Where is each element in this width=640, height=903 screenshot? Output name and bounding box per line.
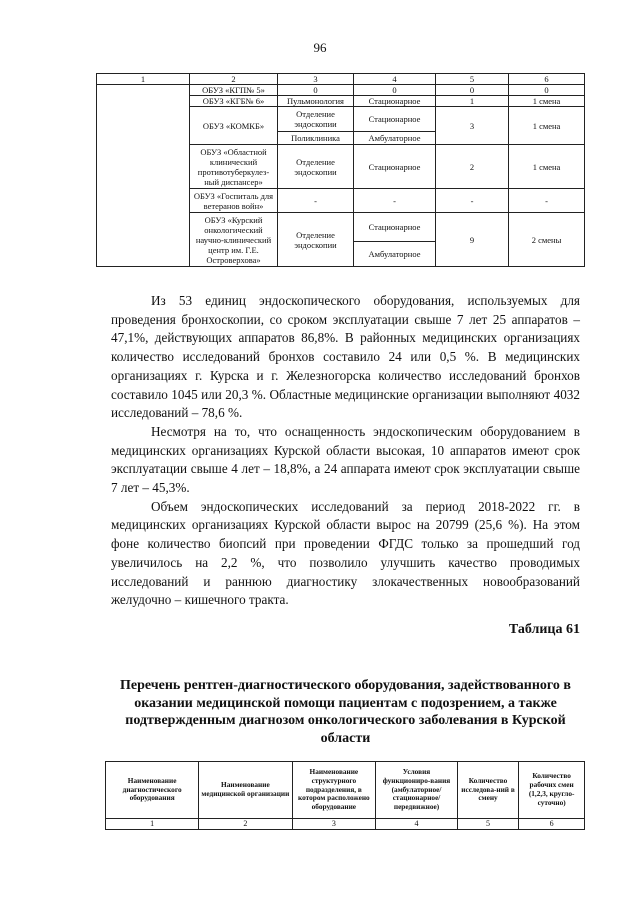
paragraph: Несмотря на то, что оснащенность эндоскопическим оборудованием в медицинских организациях Курской области высокая, 10 аппаратов имеют срок эксплуатации свыше 4 лет – 18,8%, а 24 аппарата имеют срок эксплуатации свыше 7 лет – 45,3%. [111,423,580,496]
quantity-cell: 9 [436,213,509,267]
org-cell: ОБУЗ «Областной клинический противотуберкулез-ный диспансер» [190,145,278,189]
column-header: Количество исследова-ний в смену [457,762,518,819]
unit-cell: Отделение эндоскопии [278,213,354,267]
unit-cell: Пульмонология [278,96,354,107]
condition-cell: Амбулаторное [354,242,436,267]
column-number: 2 [190,74,278,85]
column-number: 3 [278,74,354,85]
quantity-cell: 2 [436,145,509,189]
shifts-cell: 1 смена [509,107,585,145]
shifts-cell: 1 смена [509,145,585,189]
org-cell: ОБУЗ «КОМКБ» [190,107,278,145]
org-cell: ОБУЗ «Курский онкологический научно-клинический центр им. Г.Е. Островерхова» [190,213,278,267]
column-number: 4 [376,819,458,830]
shifts-cell: 1 смена [509,96,585,107]
column-number: 6 [509,74,585,85]
column-header: Условия функциониро-вания (амбулаторное/ стационарное/ передвижное) [376,762,458,819]
column-number: 2 [199,819,292,830]
table-label: Таблица 61 [508,622,580,637]
column-number: 6 [519,819,585,830]
condition-cell: Стационарное [354,107,436,132]
condition-cell: Стационарное [354,96,436,107]
shifts-cell: 2 смены [509,213,585,267]
column-number: 4 [354,74,436,85]
quantity-cell: - [436,189,509,213]
table-row [97,85,585,96]
paragraph: Объем эндоскопических исследований за период 2018-2022 гг. в медицинских организациях Курской области вырос на 20799 (25,6 %). На этом фоне количество биопсий при проведении ФГДС только за прошедший год увеличилось на 2,2 %, что позволило улучшить качество проводимых исследований и раннюю диагностику злокачественных новообразований желудочно – кишечного тракта. [111,498,580,608]
condition-cell: - [354,189,436,213]
condition-cell: 0 [354,85,436,96]
table-number-row [97,74,585,85]
paragraph: Из 53 единиц эндоскопического оборудования, используемых для проведения бронхоскопии, со сроком эксплуатации свыше 7 лет 25 аппаратов – 47,1%, действующих аппаратов 86,8%. В районных медицинских организациях количество исследований бронхов составило 24 или 0,5 %. В медицинских организациях г. Курска и г. Железногорска количество исследований бронхов составило 1045 или 20,3 %. Областные медицинские организации выполняют 4032 исследований – 78,6 %. [111,293,580,421]
quantity-cell: 3 [436,107,509,145]
unit-cell: Поликлиника [278,132,354,145]
unit-cell: Отделение эндоскопии [278,145,354,189]
column-header: Наименование структурного подразделения, в котором расположено оборудование [292,762,376,819]
org-cell: ОБУЗ «КГБ№ 6» [190,96,278,107]
column-number: 5 [457,819,518,830]
condition-cell: Стационарное [354,213,436,242]
table-number-row [106,819,585,830]
condition-cell: Амбулаторное [354,132,436,145]
condition-cell: Стационарное [354,145,436,189]
org-cell: ОБУЗ «КГП№ 5» [190,85,278,96]
unit-cell: - [278,189,354,213]
org-cell: ОБУЗ «Госпиталь для ветеранов войн» [190,189,278,213]
unit-cell: Отделение эндоскопии [278,107,354,132]
shifts-cell: 0 [509,85,585,96]
table-header-row [106,762,585,819]
column-header: Наименование диагностического оборудования [106,762,199,819]
endoscopy-table-continued [96,73,585,267]
table-61 [105,761,585,830]
shifts-cell: - [509,189,585,213]
column-number: 1 [106,819,199,830]
equipment-cell-empty [97,85,190,267]
column-number: 3 [292,819,376,830]
unit-cell: 0 [278,85,354,96]
column-number: 1 [97,74,190,85]
quantity-cell: 0 [436,85,509,96]
column-number: 5 [436,74,509,85]
body-text [111,292,580,610]
column-header: Количество рабочих смен (1,2,3, кругло-суточно) [519,762,585,819]
column-header: Наименование медицинской организации [199,762,292,819]
table-title: Перечень рентген-диагностического оборудования, задействованного в оказании медицинской помощи пациентам с подозрением, а также подтвержденным диагнозом онкологического заболевания в Курской области [119,678,571,746]
quantity-cell: 1 [436,96,509,107]
page-number: 96 [313,40,327,55]
